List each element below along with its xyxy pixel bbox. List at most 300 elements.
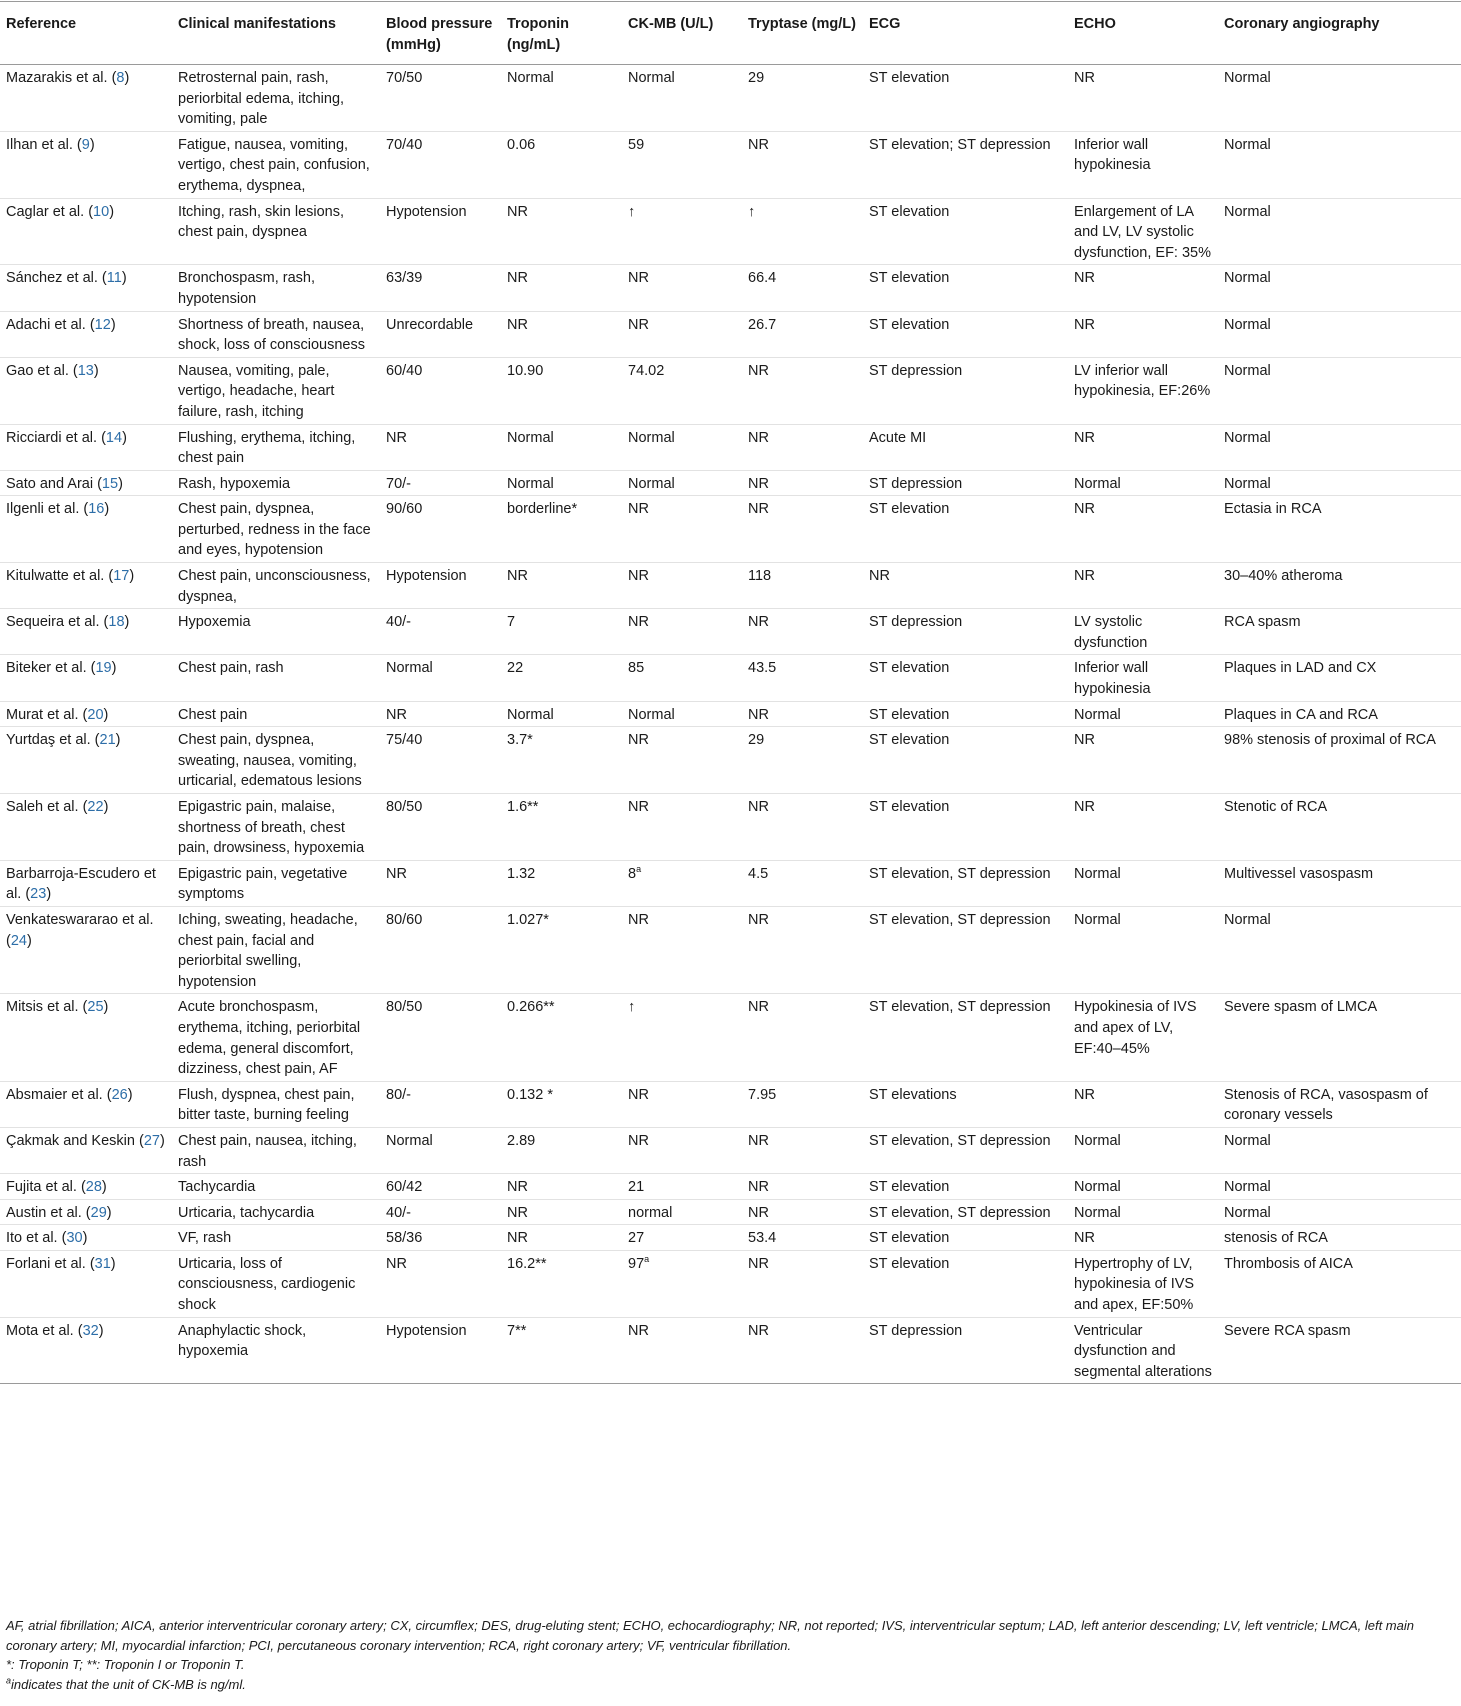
tryptase-cell-value: 43.5 bbox=[748, 660, 777, 677]
ecg-cell bbox=[863, 701, 1068, 727]
reference-text: Adachi et al. ( bbox=[6, 316, 95, 333]
ck-mb-cell bbox=[622, 794, 742, 861]
tryptase-cell-value: ↑ bbox=[748, 203, 756, 220]
blood-pressure-cell bbox=[380, 701, 501, 727]
tryptase-cell-value: NR bbox=[748, 999, 769, 1016]
reference-link[interactable]: 26 bbox=[111, 1086, 128, 1103]
reference-cell bbox=[0, 1174, 172, 1200]
reference-close-paren: ) bbox=[124, 70, 130, 86]
reference-cell bbox=[0, 198, 172, 265]
reference-close-paren: ) bbox=[46, 886, 52, 903]
table-row bbox=[0, 424, 1461, 470]
blood-pressure-cell bbox=[380, 1225, 501, 1251]
ck-mb-cell-value: 27 bbox=[628, 1230, 645, 1247]
clinical-manifestations-cell-value: Epigastric pain, malaise, shortness of breath, chest pain, drowsiness, hypoxemia bbox=[178, 799, 365, 857]
clinical-manifestations-cell-value: Chest pain bbox=[178, 706, 248, 723]
tryptase-cell-value: NR bbox=[748, 1179, 769, 1196]
ecg-cell bbox=[863, 563, 1068, 609]
reference-link[interactable]: 8 bbox=[116, 70, 125, 86]
tryptase-cell bbox=[742, 1174, 863, 1200]
table-row bbox=[0, 1081, 1461, 1127]
tryptase-cell-value: 118 bbox=[748, 568, 772, 585]
ecg-cell-value: ST elevation bbox=[869, 706, 950, 723]
table-row bbox=[0, 1199, 1461, 1225]
troponin-cell bbox=[501, 994, 622, 1081]
tryptase-cell bbox=[742, 131, 863, 198]
reference-close-paren: ) bbox=[110, 1255, 116, 1272]
ecg-cell-value: ST depression bbox=[869, 362, 963, 379]
reference-close-paren: ) bbox=[93, 362, 99, 379]
coronary-angiography-cell-value: Normal bbox=[1224, 203, 1271, 220]
ecg-cell-value: NR bbox=[869, 568, 890, 585]
ecg-cell bbox=[863, 794, 1068, 861]
coronary-angiography-cell-value: Plaques in LAD and CX bbox=[1224, 660, 1377, 677]
blood-pressure-cell-value: NR bbox=[386, 865, 407, 882]
coronary-angiography-cell-value: Normal bbox=[1224, 362, 1271, 379]
reference-cell bbox=[0, 265, 172, 311]
blood-pressure-cell bbox=[380, 311, 501, 357]
clinical-manifestations-cell bbox=[172, 994, 380, 1081]
coronary-angiography-cell bbox=[1218, 701, 1461, 727]
reference-close-paren: ) bbox=[121, 270, 127, 287]
reference-link[interactable]: 20 bbox=[87, 706, 104, 723]
clinical-manifestations-cell bbox=[172, 701, 380, 727]
reference-text: Sánchez et al. ( bbox=[6, 270, 107, 287]
ecg-cell-value: ST depression bbox=[869, 614, 963, 631]
table-row bbox=[0, 563, 1461, 609]
ecg-cell bbox=[863, 1174, 1068, 1200]
blood-pressure-cell bbox=[380, 727, 501, 794]
coronary-angiography-cell-value: Severe spasm of LMCA bbox=[1224, 999, 1378, 1016]
table-row bbox=[0, 65, 1461, 132]
tryptase-cell bbox=[742, 1081, 863, 1127]
reference-cell bbox=[0, 470, 172, 496]
tryptase-cell bbox=[742, 727, 863, 794]
tryptase-cell bbox=[742, 860, 863, 906]
troponin-cell bbox=[501, 65, 622, 132]
blood-pressure-cell bbox=[380, 131, 501, 198]
reference-link[interactable]: 10 bbox=[93, 203, 110, 220]
coronary-angiography-cell-value: Normal bbox=[1224, 136, 1271, 153]
blood-pressure-cell bbox=[380, 1127, 501, 1173]
troponin-cell bbox=[501, 357, 622, 424]
echo-cell bbox=[1068, 311, 1218, 357]
troponin-cell bbox=[501, 1199, 622, 1225]
coronary-angiography-cell bbox=[1218, 496, 1461, 563]
troponin-cell bbox=[501, 906, 622, 993]
reference-link[interactable]: 24 bbox=[10, 932, 27, 949]
ecg-cell bbox=[863, 1225, 1068, 1251]
clinical-manifestations-cell bbox=[172, 655, 380, 701]
ck-mb-cell-value: NR bbox=[628, 911, 649, 928]
blood-pressure-cell-value: Normal bbox=[386, 1132, 433, 1149]
reference-link[interactable]: 14 bbox=[105, 429, 123, 446]
reference-text: Mazarakis et al. ( bbox=[6, 70, 117, 86]
ck-mb-cell bbox=[622, 470, 742, 496]
reference-text: Ilgenli et al. ( bbox=[6, 501, 89, 518]
blood-pressure-cell bbox=[380, 496, 501, 563]
ck-mb-cell bbox=[622, 655, 742, 701]
coronary-angiography-cell bbox=[1218, 727, 1461, 794]
troponin-cell-value: 7** bbox=[507, 1322, 527, 1339]
coronary-angiography-cell-value: Ectasia in RCA bbox=[1224, 501, 1322, 518]
coronary-angiography-cell bbox=[1218, 1174, 1461, 1200]
ck-mb-unit-marker: a bbox=[644, 1254, 650, 1265]
reference-text: Biteker et al. ( bbox=[6, 660, 96, 677]
header-reference: Reference bbox=[6, 16, 77, 32]
ck-mb-cell-value: 59 bbox=[628, 136, 645, 153]
coronary-angiography-cell-value: Normal bbox=[1224, 1179, 1271, 1196]
ecg-cell-value: ST elevation bbox=[869, 1255, 950, 1272]
blood-pressure-cell bbox=[380, 470, 501, 496]
blood-pressure-cell-value: 58/36 bbox=[386, 1230, 423, 1247]
reference-link[interactable]: 11 bbox=[106, 270, 122, 287]
ck-mb-cell-value: NR bbox=[628, 1086, 649, 1103]
blood-pressure-cell-value: NR bbox=[386, 706, 407, 723]
echo-cell-value: Inferior wall hypokinesia bbox=[1074, 660, 1151, 698]
reference-link[interactable]: 12 bbox=[94, 316, 111, 333]
header-echo: ECHO bbox=[1074, 16, 1116, 32]
troponin-cell-value: NR bbox=[507, 1204, 528, 1221]
blood-pressure-cell-value: 60/42 bbox=[386, 1179, 423, 1196]
ecg-cell-value: ST elevation bbox=[869, 70, 950, 86]
reference-link[interactable]: 21 bbox=[99, 732, 116, 749]
ck-mb-cell-value: ↑ bbox=[628, 999, 636, 1016]
reference-link[interactable]: 16 bbox=[88, 501, 105, 518]
table-row bbox=[0, 470, 1461, 496]
clinical-manifestations-cell bbox=[172, 1225, 380, 1251]
footnote-ckmb-text: indicates that the unit of CK-MB is ng/ml. bbox=[11, 1676, 246, 1692]
clinical-manifestations-cell bbox=[172, 1127, 380, 1173]
ck-mb-cell-value: 85 bbox=[628, 660, 645, 677]
ck-mb-cell bbox=[622, 701, 742, 727]
ecg-cell-value: ST elevation bbox=[869, 501, 950, 518]
tryptase-cell bbox=[742, 357, 863, 424]
ck-mb-cell bbox=[622, 563, 742, 609]
reference-close-paren: ) bbox=[103, 706, 109, 723]
ecg-cell-value: ST elevation bbox=[869, 732, 950, 749]
table-row bbox=[0, 701, 1461, 727]
troponin-cell bbox=[501, 794, 622, 861]
blood-pressure-cell-value: 40/- bbox=[386, 614, 411, 631]
reference-link[interactable]: 19 bbox=[95, 660, 112, 677]
ecg-cell bbox=[863, 65, 1068, 132]
ck-mb-cell-value: NR bbox=[628, 732, 649, 749]
reference-text: Mitsis et al. ( bbox=[6, 999, 88, 1016]
clinical-manifestations-cell-value: Chest pain, nausea, itching, rash bbox=[178, 1132, 357, 1170]
reference-link[interactable]: 32 bbox=[82, 1322, 99, 1339]
ck-mb-cell bbox=[622, 265, 742, 311]
echo-cell-value: NR bbox=[1074, 732, 1095, 749]
troponin-cell bbox=[501, 563, 622, 609]
clinical-manifestations-cell bbox=[172, 609, 380, 655]
troponin-cell bbox=[501, 1250, 622, 1317]
echo-cell-value: Normal bbox=[1074, 865, 1121, 882]
troponin-cell bbox=[501, 727, 622, 794]
tryptase-cell-value: 4.5 bbox=[748, 865, 769, 882]
tryptase-cell bbox=[742, 994, 863, 1081]
coronary-angiography-cell bbox=[1218, 563, 1461, 609]
echo-cell-value: Enlargement of LA and LV, LV systolic dysfunction, EF: 35% bbox=[1074, 203, 1212, 261]
clinical-manifestations-cell bbox=[172, 1081, 380, 1127]
echo-cell bbox=[1068, 994, 1218, 1081]
echo-cell bbox=[1068, 470, 1218, 496]
reference-cell bbox=[0, 424, 172, 470]
reference-close-paren: ) bbox=[98, 1322, 104, 1339]
reference-text: Gao et al. ( bbox=[6, 362, 78, 379]
reference-close-paren: ) bbox=[115, 732, 121, 749]
reference-close-paren: ) bbox=[118, 475, 123, 492]
coronary-angiography-cell-value: 30–40% atheroma bbox=[1224, 568, 1343, 585]
coronary-angiography-cell-value: Normal bbox=[1224, 429, 1271, 446]
blood-pressure-cell-value: 70/50 bbox=[386, 70, 423, 86]
echo-cell bbox=[1068, 1250, 1218, 1317]
table-row bbox=[0, 609, 1461, 655]
reference-cell bbox=[0, 727, 172, 794]
clinical-manifestations-cell bbox=[172, 1250, 380, 1317]
coronary-angiography-cell bbox=[1218, 1127, 1461, 1173]
ck-mb-cell bbox=[622, 131, 742, 198]
clinical-manifestations-cell-value: Fatigue, nausea, vomiting, vertigo, chest pain, confusion, erythema, dyspnea, bbox=[178, 136, 370, 194]
reference-link[interactable]: 18 bbox=[108, 614, 125, 631]
echo-cell bbox=[1068, 496, 1218, 563]
blood-pressure-cell-value: Unrecordable bbox=[386, 316, 474, 333]
troponin-cell bbox=[501, 470, 622, 496]
reference-close-paren: ) bbox=[111, 660, 117, 677]
reference-link[interactable]: 27 bbox=[143, 1132, 160, 1149]
troponin-cell-value: 0.06 bbox=[507, 136, 536, 153]
reference-link[interactable]: 17 bbox=[113, 568, 130, 585]
table-row bbox=[0, 794, 1461, 861]
clinical-manifestations-cell-value: Tachycardia bbox=[178, 1179, 256, 1196]
troponin-cell-value: 0.132 * bbox=[507, 1086, 553, 1103]
troponin-cell-value: 1.027* bbox=[507, 911, 549, 928]
clinical-manifestations-cell bbox=[172, 65, 380, 132]
clinical-manifestations-cell bbox=[172, 198, 380, 265]
blood-pressure-cell-value: 70/40 bbox=[386, 136, 423, 153]
blood-pressure-cell-value: 70/- bbox=[386, 475, 411, 492]
reference-cell bbox=[0, 994, 172, 1081]
reference-text: Absmaier et al. ( bbox=[6, 1086, 112, 1103]
reference-close-paren: ) bbox=[122, 429, 127, 446]
troponin-cell bbox=[501, 311, 622, 357]
reference-close-paren: ) bbox=[89, 136, 95, 153]
tryptase-cell-value: 29 bbox=[748, 70, 765, 86]
ecg-cell-value: ST elevation, ST depression bbox=[869, 1204, 1051, 1221]
troponin-cell bbox=[501, 1225, 622, 1251]
ck-mb-cell-value: 21 bbox=[628, 1179, 645, 1196]
reference-close-paren: ) bbox=[127, 1086, 133, 1103]
echo-cell bbox=[1068, 563, 1218, 609]
reference-text: Sequeira et al. ( bbox=[6, 614, 109, 631]
coronary-angiography-cell-value: Normal bbox=[1224, 270, 1271, 287]
coronary-angiography-cell bbox=[1218, 1250, 1461, 1317]
ecg-cell bbox=[863, 496, 1068, 563]
reference-link[interactable]: 15 bbox=[101, 475, 119, 492]
echo-cell-value: Inferior wall hypokinesia bbox=[1074, 136, 1151, 174]
ecg-cell bbox=[863, 265, 1068, 311]
troponin-cell bbox=[501, 496, 622, 563]
troponin-cell-value: NR bbox=[507, 568, 528, 585]
troponin-cell-value: NR bbox=[507, 1179, 528, 1196]
blood-pressure-cell bbox=[380, 1174, 501, 1200]
reference-text: Forlani et al. ( bbox=[6, 1255, 95, 1272]
blood-pressure-cell-value: 90/60 bbox=[386, 501, 423, 518]
echo-cell bbox=[1068, 860, 1218, 906]
troponin-cell-value: 2.89 bbox=[507, 1132, 536, 1149]
clinical-manifestations-cell-value: Chest pain, unconsciousness, dyspnea, bbox=[178, 568, 371, 605]
tryptase-cell bbox=[742, 311, 863, 357]
blood-pressure-cell bbox=[380, 265, 501, 311]
ecg-cell-value: ST elevation bbox=[869, 270, 950, 287]
reference-cell bbox=[0, 1317, 172, 1384]
coronary-angiography-cell-value: RCA spasm bbox=[1224, 614, 1301, 631]
ck-mb-cell-value: Normal bbox=[628, 70, 675, 86]
troponin-cell bbox=[501, 860, 622, 906]
header-blood-pressure: Blood pressure (mmHg) bbox=[386, 16, 493, 53]
reference-link[interactable]: 25 bbox=[87, 999, 104, 1016]
clinical-manifestations-cell-value: Itching, rash, skin lesions, chest pain, dyspnea bbox=[178, 203, 345, 241]
reference-link[interactable]: 29 bbox=[90, 1204, 107, 1221]
clinical-manifestations-cell bbox=[172, 563, 380, 609]
clinical-manifestations-cell bbox=[172, 424, 380, 470]
ecg-cell-value: ST elevations bbox=[869, 1086, 957, 1103]
reference-link[interactable]: 23 bbox=[30, 886, 47, 903]
header-troponin: Troponin (ng/mL) bbox=[507, 16, 570, 53]
reference-cell bbox=[0, 1250, 172, 1317]
ck-mb-cell bbox=[622, 496, 742, 563]
troponin-cell-value: 10.90 bbox=[507, 362, 544, 379]
echo-cell bbox=[1068, 1174, 1218, 1200]
troponin-cell bbox=[501, 1127, 622, 1173]
echo-cell bbox=[1068, 1317, 1218, 1384]
ck-mb-cell-value: normal bbox=[628, 1204, 673, 1221]
reference-text: Ito et al. ( bbox=[6, 1230, 67, 1247]
blood-pressure-cell-value: 75/40 bbox=[386, 732, 423, 749]
ck-mb-cell bbox=[622, 727, 742, 794]
echo-cell bbox=[1068, 357, 1218, 424]
troponin-cell bbox=[501, 265, 622, 311]
ck-mb-cell-value: NR bbox=[628, 1132, 649, 1149]
tryptase-cell bbox=[742, 906, 863, 993]
clinical-manifestations-cell-value: Urticaria, tachycardia bbox=[178, 1204, 315, 1221]
echo-cell bbox=[1068, 1127, 1218, 1173]
reference-text: Caglar et al. ( bbox=[6, 203, 94, 220]
header-ck-mb: CK-MB (U/L) bbox=[628, 16, 714, 32]
table-row bbox=[0, 198, 1461, 265]
reference-cell bbox=[0, 655, 172, 701]
table-row bbox=[0, 1127, 1461, 1173]
blood-pressure-cell bbox=[380, 424, 501, 470]
troponin-cell bbox=[501, 655, 622, 701]
footnote-ckmb-unit bbox=[6, 1675, 1461, 1695]
footnote-abbreviations: AF, atrial fibrillation; AICA, anterior interventricular coronary artery; CX, circumflex; DES, drug-eluting stent; ECHO, echocardiography; NR, not reported; IVS, interventricular septum; LAD, left anterior descending; LV, left ventricle; LMCA, left main coronary artery; MI, myocardial infarction; PCI, percutaneous coronary intervention; RCA, right coronary artery; VF, ventricular fibrillation. bbox=[6, 1618, 1414, 1653]
reference-cell bbox=[0, 1081, 172, 1127]
reference-close-paren: ) bbox=[82, 1230, 88, 1247]
table-row bbox=[0, 357, 1461, 424]
coronary-angiography-cell bbox=[1218, 265, 1461, 311]
echo-cell-value: Normal bbox=[1074, 911, 1121, 928]
data-table bbox=[0, 1, 1461, 1384]
tryptase-cell bbox=[742, 265, 863, 311]
header-tryptase: Tryptase (mg/L) bbox=[748, 16, 856, 32]
tryptase-cell-value: 26.7 bbox=[748, 316, 777, 333]
clinical-manifestations-cell-value: Flush, dyspnea, chest pain, bitter taste, burning feeling bbox=[178, 1086, 355, 1124]
ck-mb-cell bbox=[622, 357, 742, 424]
clinical-manifestations-cell bbox=[172, 1199, 380, 1225]
tryptase-cell-value: 7.95 bbox=[748, 1086, 777, 1103]
troponin-cell-value: Normal bbox=[507, 475, 554, 492]
ck-mb-cell-value: NR bbox=[628, 501, 649, 518]
tryptase-cell bbox=[742, 65, 863, 132]
clinical-manifestations-cell-value: Chest pain, dyspnea, perturbed, redness in the face and eyes, hypotension bbox=[178, 501, 371, 559]
ecg-cell bbox=[863, 357, 1068, 424]
coronary-angiography-cell bbox=[1218, 311, 1461, 357]
troponin-cell-value: 22 bbox=[507, 660, 524, 677]
echo-cell-value: Normal bbox=[1074, 475, 1121, 492]
header-row bbox=[0, 2, 1461, 65]
footnote-troponin: *: Troponin T; **: Troponin I or Troponin T. bbox=[6, 1657, 245, 1672]
coronary-angiography-cell bbox=[1218, 424, 1461, 470]
reference-close-paren: ) bbox=[110, 316, 116, 333]
clinical-manifestations-cell-value: Iching, sweating, headache, chest pain, facial and periorbital swelling, hypotension bbox=[178, 911, 358, 990]
reference-cell bbox=[0, 496, 172, 563]
tryptase-cell bbox=[742, 424, 863, 470]
ck-mb-cell bbox=[622, 424, 742, 470]
echo-cell bbox=[1068, 701, 1218, 727]
reference-cell bbox=[0, 1225, 172, 1251]
coronary-angiography-cell-value: Thrombosis of AICA bbox=[1224, 1255, 1353, 1272]
echo-cell-value: NR bbox=[1074, 316, 1095, 333]
echo-cell-value: NR bbox=[1074, 270, 1095, 287]
troponin-cell bbox=[501, 609, 622, 655]
reference-cell bbox=[0, 357, 172, 424]
coronary-angiography-cell bbox=[1218, 198, 1461, 265]
blood-pressure-cell bbox=[380, 994, 501, 1081]
echo-cell-value: LV inferior wall hypokinesia, EF:26% bbox=[1074, 362, 1211, 400]
ecg-cell-value: ST elevation, ST depression bbox=[869, 1132, 1051, 1149]
tryptase-cell-value: 53.4 bbox=[748, 1230, 777, 1247]
reference-link[interactable]: 9 bbox=[81, 136, 90, 153]
reference-link[interactable]: 28 bbox=[85, 1179, 102, 1196]
coronary-angiography-cell bbox=[1218, 470, 1461, 496]
blood-pressure-cell-value: 80/- bbox=[386, 1086, 411, 1103]
echo-cell bbox=[1068, 198, 1218, 265]
blood-pressure-cell-value: 40/- bbox=[386, 1204, 411, 1221]
coronary-angiography-cell bbox=[1218, 906, 1461, 993]
reference-cell bbox=[0, 311, 172, 357]
clinical-manifestations-cell bbox=[172, 1174, 380, 1200]
tryptase-cell bbox=[742, 609, 863, 655]
troponin-cell-value: Normal bbox=[507, 70, 554, 86]
blood-pressure-cell-value: NR bbox=[386, 429, 407, 446]
reference-text: Kitulwatte et al. ( bbox=[6, 568, 114, 585]
reference-cell bbox=[0, 563, 172, 609]
troponin-cell-value: 16.2** bbox=[507, 1255, 547, 1272]
ecg-cell-value: ST elevation bbox=[869, 660, 950, 677]
clinical-manifestations-cell bbox=[172, 311, 380, 357]
echo-cell bbox=[1068, 1081, 1218, 1127]
reference-link[interactable]: 13 bbox=[77, 362, 94, 379]
reference-link[interactable]: 31 bbox=[94, 1255, 111, 1272]
ecg-cell bbox=[863, 311, 1068, 357]
reference-link[interactable]: 22 bbox=[87, 799, 104, 815]
ck-mb-cell bbox=[622, 860, 742, 906]
reference-link[interactable]: 30 bbox=[66, 1230, 83, 1247]
blood-pressure-cell-value: 60/40 bbox=[386, 362, 423, 379]
troponin-cell bbox=[501, 1174, 622, 1200]
reference-close-paren: ) bbox=[159, 1132, 165, 1149]
